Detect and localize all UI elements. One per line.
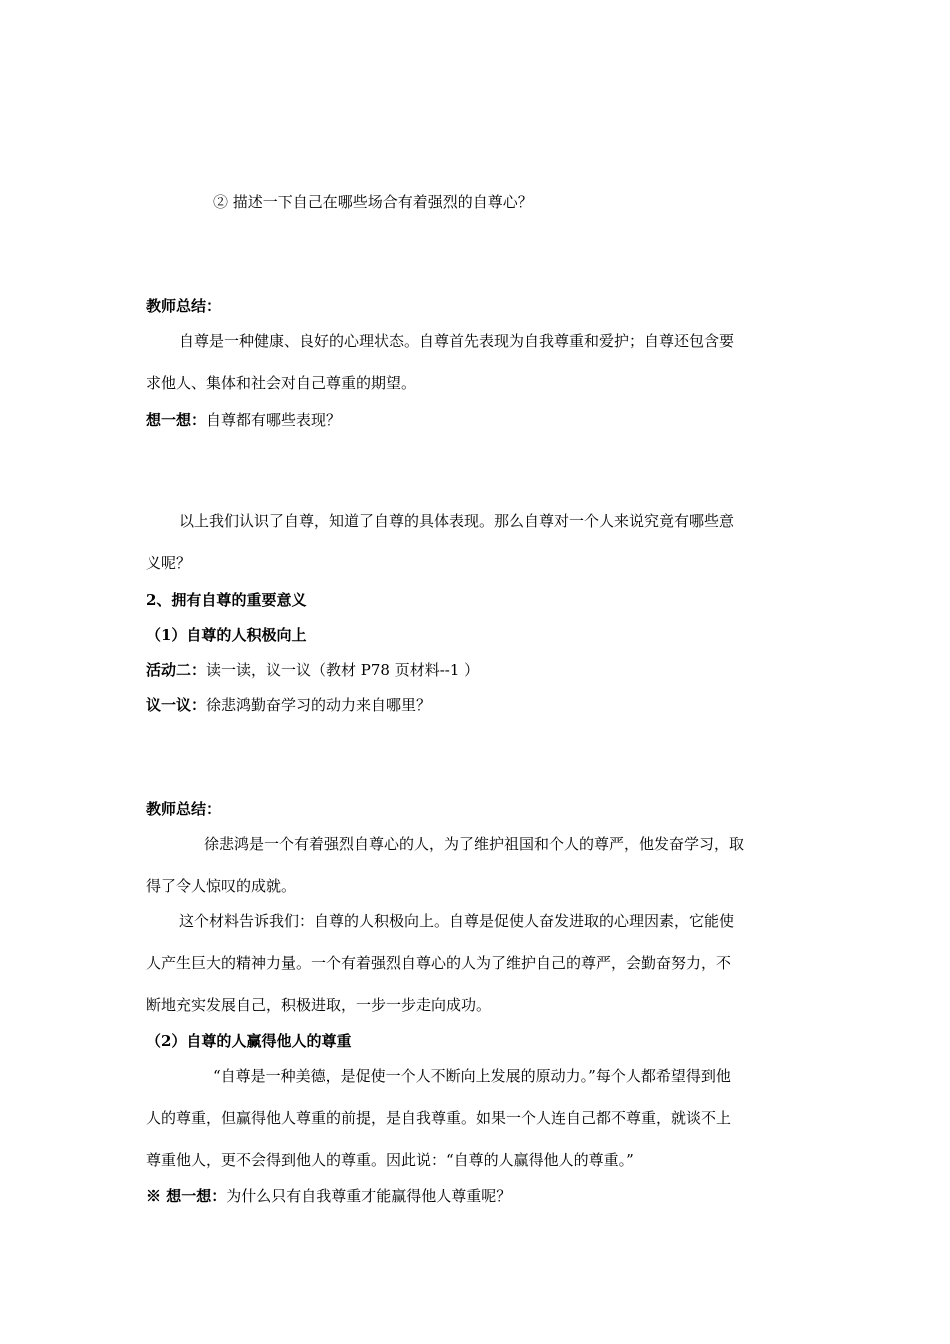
- think-prompt: [146, 410, 341, 430]
- summary-line: 人产生巨大的精神力量。一个有着强烈自尊心的人为了维护自己的尊严，会勤奋努力，不: [146, 954, 732, 972]
- quote-line: 尊重他人，更不会得到他人的尊重。因此说：“自尊的人赢得他人的尊重。”: [146, 1151, 634, 1169]
- section-heading: 2、拥有自尊的重要意义: [146, 591, 307, 609]
- think-label: 想一想：: [146, 411, 207, 429]
- activity-label: 活动二：: [146, 661, 207, 679]
- discuss-label: 议一议：: [146, 696, 207, 714]
- teacher-summary-heading: 教师总结：: [146, 297, 222, 315]
- subsection-heading: （1）自尊的人积极向上: [146, 626, 307, 644]
- think-text: 自尊都有哪些表现？: [206, 411, 342, 429]
- summary-line: 自尊是一种健康、良好的心理状态。自尊首先表现为自我尊重和爱护；自尊还包含要: [179, 332, 735, 350]
- teacher-summary-heading: 教师总结：: [146, 800, 222, 818]
- discuss-text: 徐悲鸿勤奋学习的动力来自哪里？: [206, 696, 432, 714]
- quote-line: “自尊是一种美德，是促使一个人不断向上发展的原动力。”每个人都希望得到他: [213, 1067, 731, 1085]
- summary-line: 这个材料告诉我们：自尊的人积极向上。自尊是促使人奋发进取的心理因素，它能使: [179, 912, 735, 930]
- think-label: 想一想：: [166, 1187, 227, 1205]
- discuss-line: [146, 695, 431, 715]
- think-prompt: [146, 1186, 511, 1206]
- activity-text: 读一读，议一议（教材 P78 页材料--1 ）: [206, 661, 480, 679]
- summary-line: 得了令人惊叹的成就。: [146, 877, 297, 895]
- think-text: 为什么只有自我尊重才能赢得他人尊重呢？: [226, 1187, 512, 1205]
- summary-line: 徐悲鸿是一个有着强烈自尊心的人，为了维护祖国和个人的尊严，他发奋学习，取: [204, 835, 745, 853]
- question-2: ② 描述一下自己在哪些场合有着强烈的自尊心？: [213, 193, 533, 211]
- transition-line: 义呢？: [146, 554, 192, 572]
- subsection-heading: （2）自尊的人赢得他人的尊重: [146, 1032, 352, 1050]
- reference-mark: ※: [146, 1187, 167, 1205]
- summary-line: 断地充实发展自己，积极进取，一步一步走向成功。: [146, 996, 492, 1014]
- activity-line: [146, 660, 479, 680]
- summary-line: 求他人、集体和社会对自己尊重的期望。: [146, 374, 417, 392]
- transition-line: 以上我们认识了自尊，知道了自尊的具体表现。那么自尊对一个人来说究竟有哪些意: [179, 512, 735, 530]
- quote-line: 人的尊重，但赢得他人尊重的前提，是自我尊重。如果一个人连自己都不尊重，就谈不上: [146, 1109, 732, 1127]
